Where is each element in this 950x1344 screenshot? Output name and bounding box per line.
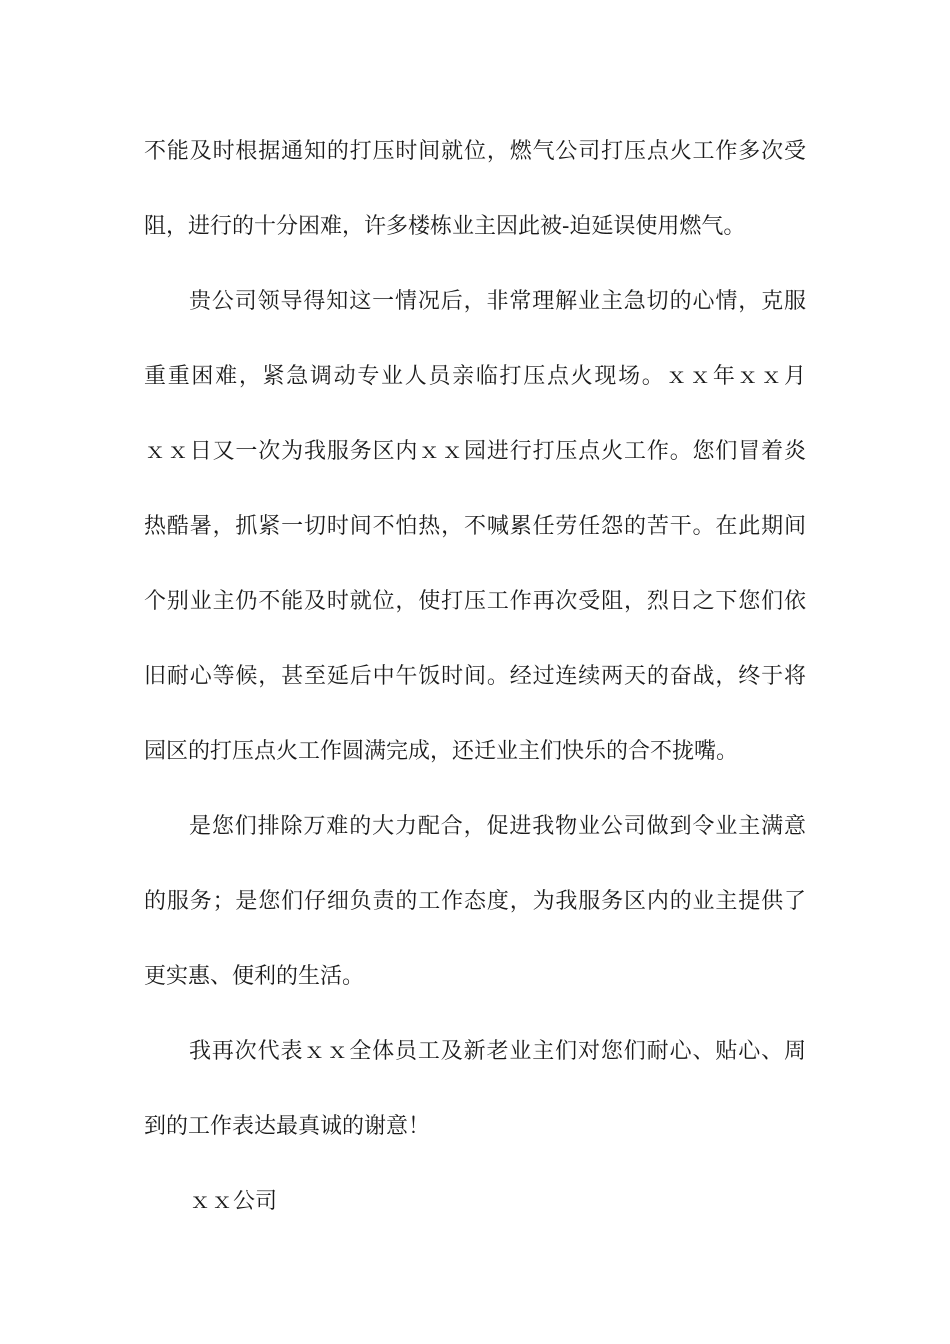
text-line-4: 重重困难，紧急调动专业人员亲临打压点火现场。ｘｘ年ｘｘ月 [144, 364, 806, 389]
text-line-13: 我再次代表ｘｘ全体员工及新老业主们对您们耐心、贴心、周 [189, 1039, 806, 1064]
text-line-2: 阻，进行的十分困难，许多楼栋业主因此被-迫延误使用燃气。 [144, 214, 746, 239]
text-line-3: 贵公司领导得知这一情况后，非常理解业主急切的心情，克服 [189, 289, 806, 314]
text-line-7: 个别业主仍不能及时就位，使打压工作再次受阻，烈日之下您们依 [144, 589, 806, 614]
text-line-5: ｘｘ日又一次为我服务区内ｘｘ园进行打压点火工作。您们冒着炎 [144, 439, 806, 464]
text-line-6: 热酷暑，抓紧一切时间不怕热，不喊累任劳任怨的苦干。在此期间 [144, 514, 806, 539]
text-line-11: 的服务；是您们仔细负责的工作态度，为我服务区内的业主提供了 [144, 889, 806, 914]
text-line-10: 是您们排除万难的大力配合，促进我物业公司做到令业主满意 [189, 814, 806, 839]
text-line-9: 园区的打压点火工作圆满完成，还迁业主们快乐的合不拢嘴。 [144, 739, 739, 764]
text-line-12: 更实惠、便利的生活。 [144, 964, 365, 989]
text-line-8: 旧耐心等候，甚至延后中午饭时间。经过连续两天的奋战，终于将 [144, 664, 806, 689]
signature-company: ｘｘ公司 [189, 1189, 278, 1214]
text-line-1: 不能及时根据通知的打压时间就位，燃气公司打压点火工作多次受 [144, 139, 806, 164]
text-line-14: 到的工作表达最真诚的谢意！ [144, 1114, 431, 1139]
